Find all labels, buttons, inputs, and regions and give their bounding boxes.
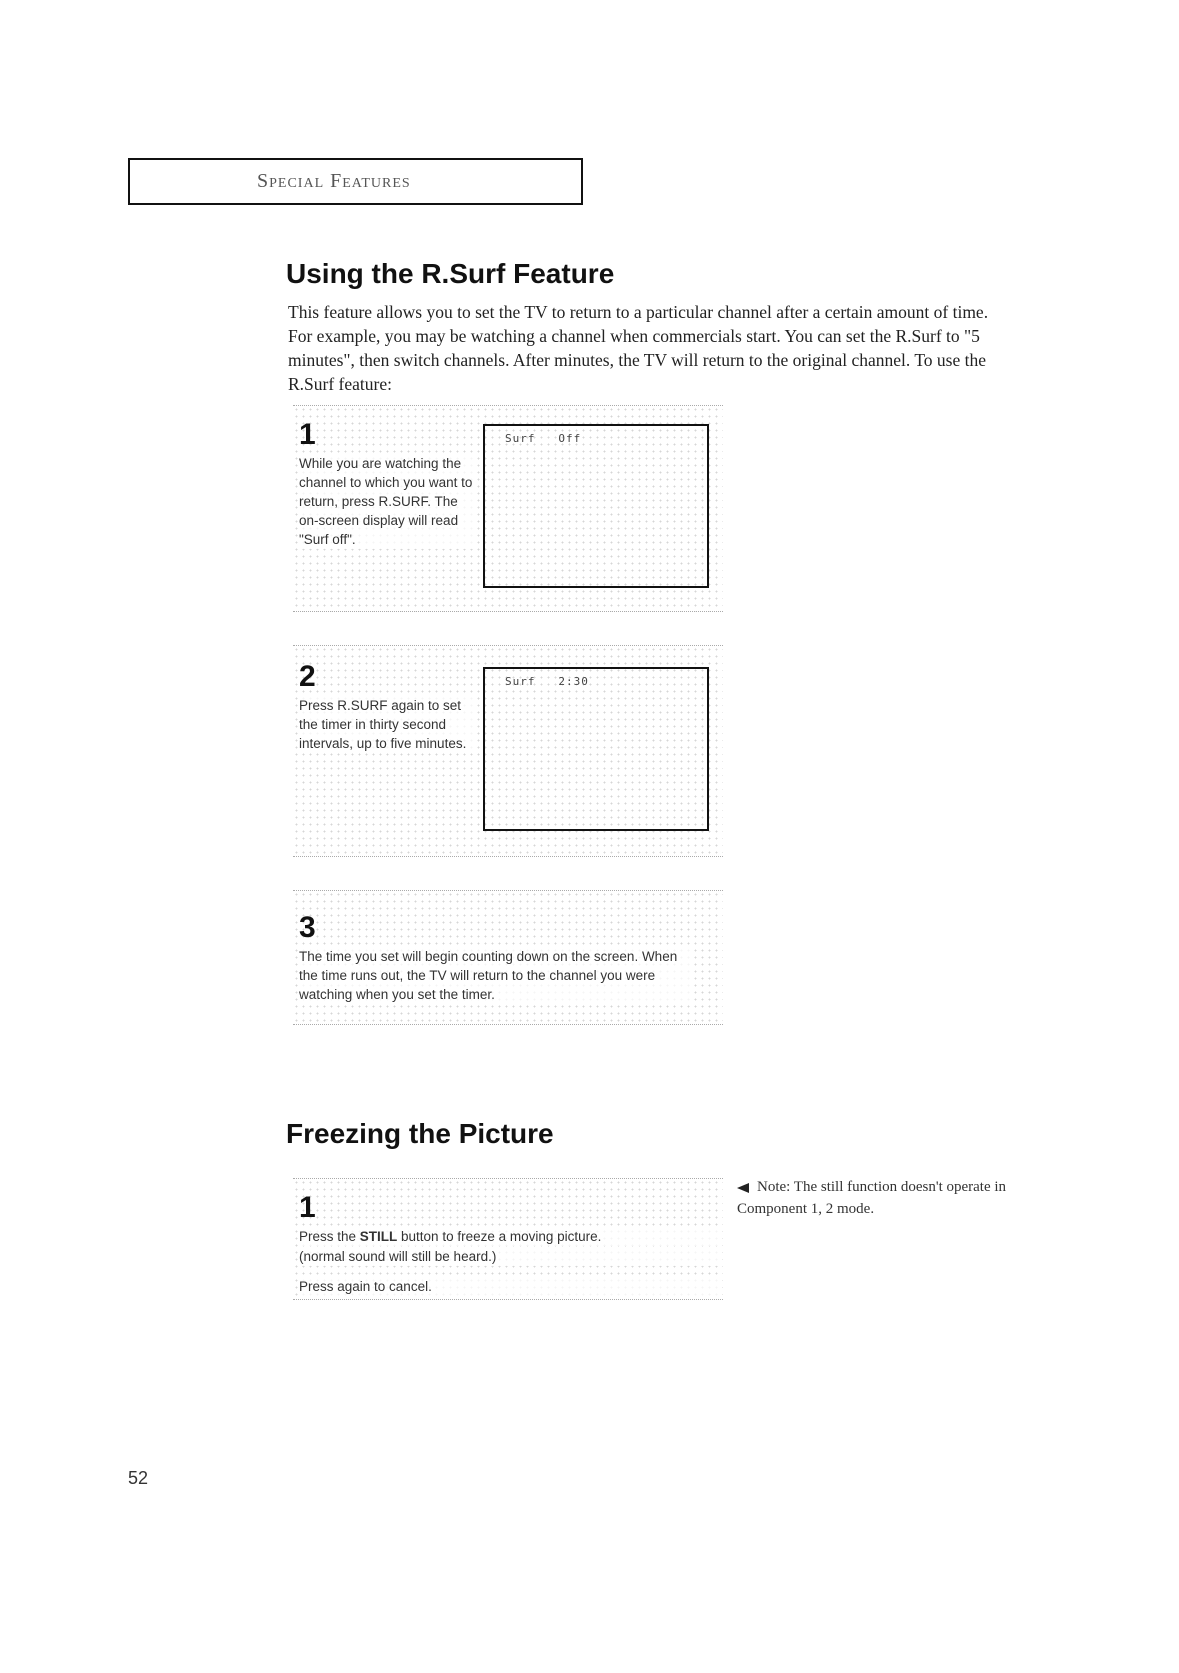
step-2-panel	[293, 645, 723, 857]
step-3-text: The time you set will begin counting down on the screen. When the time runs out, the TV will return to the channel you were watching when you set the timer.	[299, 947, 694, 1004]
freeze-step-panel	[293, 1178, 723, 1300]
page-number: 52	[128, 1468, 149, 1488]
step-1-number: 1	[299, 418, 316, 451]
step-3-panel	[293, 890, 723, 1025]
rsurf-title: Using the R.Surf Feature	[286, 258, 615, 289]
step-2-text: Press R.SURF again to set the timer in thirty second intervals, up to five minutes.	[299, 696, 477, 753]
freeze-step-number: 1	[299, 1191, 316, 1224]
arrow-left-icon	[737, 1183, 749, 1193]
freeze-step-line-3: Press again to cancel.	[299, 1277, 719, 1296]
freeze-step-line-1	[299, 1227, 719, 1246]
freeze-step-line-2: (normal sound will still be heard.)	[299, 1247, 719, 1266]
step-1-panel	[293, 405, 723, 612]
step-3-number: 3	[299, 911, 316, 944]
freeze-title: Freezing the Picture	[286, 1118, 554, 1149]
freeze-line1-post: button to freeze a moving picture.	[397, 1229, 602, 1244]
step-2-number: 2	[299, 660, 316, 693]
step-1-text: While you are watching the channel to which you want to return, press R.SURF. The on-screen display will read "Surf off".	[299, 454, 477, 549]
osd-surf-timer: Surf 2:30	[505, 675, 589, 688]
osd-surf-off: Surf Off	[505, 432, 582, 445]
section-header-title: Special Features	[257, 170, 411, 192]
tv-screen-step-2	[483, 667, 709, 831]
note	[737, 1176, 1007, 1220]
freeze-line1-pre: Press the	[299, 1229, 360, 1244]
tv-screen-step-1	[483, 424, 709, 588]
note-text: Note: The still function doesn't operate in Component 1, 2 mode.	[737, 1179, 1007, 1217]
still-button-label: STILL	[359, 1229, 398, 1244]
rsurf-intro: This feature allows you to set the TV to return to a particular channel after a certain amount of time. For example, you may be watching a channel when commercials start. You can set the R.Surf to "5 minutes", then switch channels. After minutes, the TV will return to the original channel. To use the R.Surf feature:	[288, 302, 989, 394]
section-header	[128, 158, 583, 205]
